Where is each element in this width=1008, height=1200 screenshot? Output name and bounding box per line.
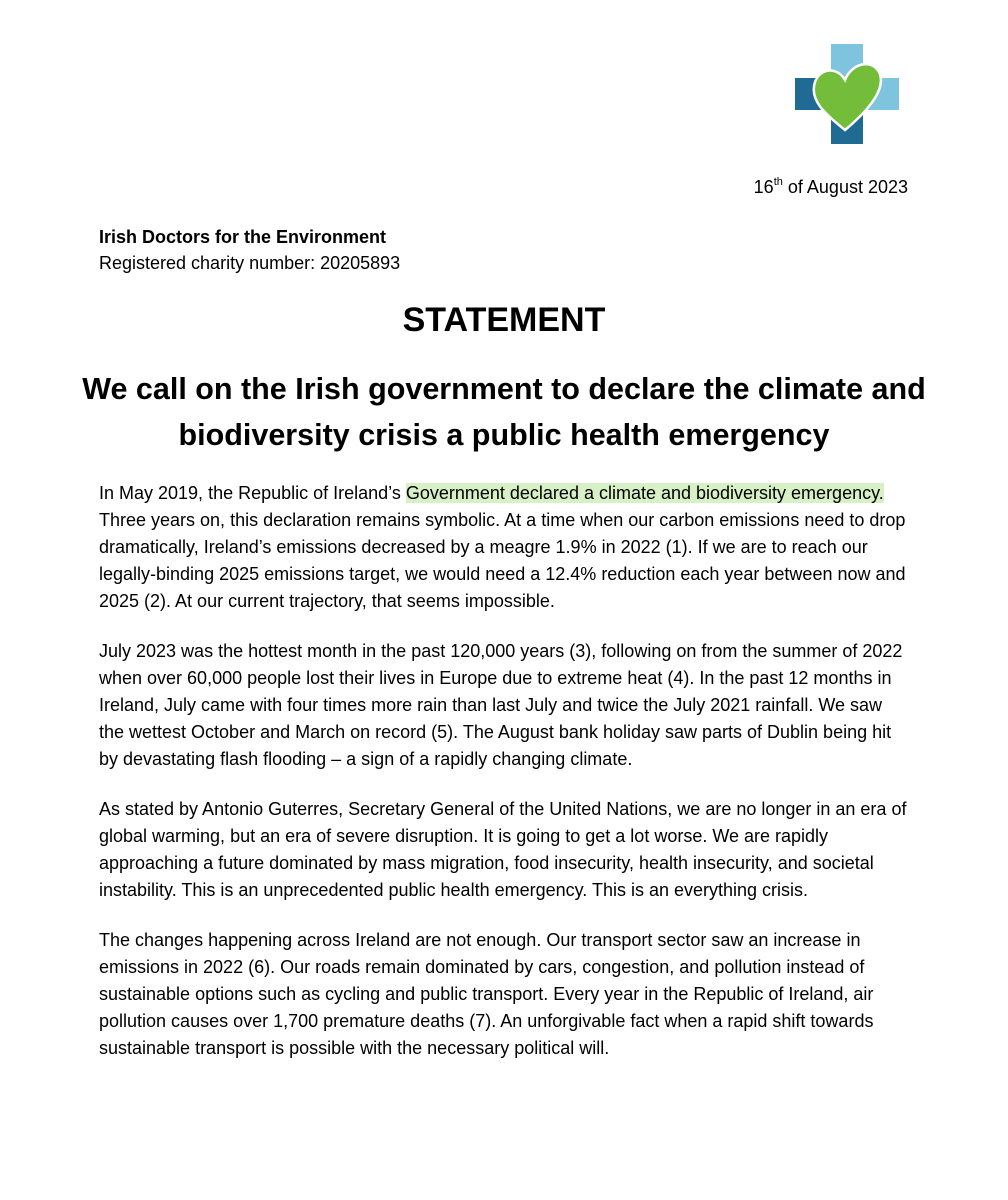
paragraph-2: July 2023 was the hottest month in the past 120,000 years (3), following on from the summer of 2022 when over 60,000 people lost their lives in Europe due to extreme heat (4). In the past 12 months in Ireland, July came with four times more rain than last July and twice the July 2021 rainfall. We saw the wettest October and March on record (5). The August bank holiday saw parts of Dublin being hit by devastating flash flooding – a sign of a rapidly changing climate. — [99, 641, 903, 769]
paragraph-1-rest: Three years on, this declaration remains symbolic. At a time when our carbon emissions need to drop dramatically, Ireland’s emissions decreased by a meagre 1.9% in 2022 (1). If we are to reach our legally-binding 2025 emissions target, we would need a 12.4% reduction each year between now and 2025 (2). At our current trajectory, that seems impossible. — [99, 510, 906, 611]
cross-heart-logo-icon — [795, 44, 899, 144]
paragraph-3: As stated by Antonio Guterres, Secretary General of the United Nations, we are no longer in an era of global warming, but an era of severe disruption. It is going to get a lot worse. We are rapidly approaching a future dominated by mass migration, food insecurity, health insecurity, and societal instability. This is an unprecedented public health emergency. This is an everything crisis. — [99, 799, 907, 900]
paragraph-4: The changes happening across Ireland are not enough. Our transport sector saw an increase in emissions in 2022 (6). Our roads remain dominated by cars, congestion, and pollution instead of sustainable options such as cycling and public transport. Every year in the Republic of Ireland, air pollution causes over 1,700 premature deaths (7). An unforgivable fact when a rapid shift towards sustainable transport is possible with the necessary political will. — [99, 930, 874, 1058]
charity-number: Registered charity number: 20205893 — [99, 253, 401, 273]
paragraph-1-intro: In May 2019, the Republic of Ireland’s — [99, 483, 406, 503]
organisation-block — [99, 224, 400, 276]
document-date — [754, 175, 908, 199]
date-day: 16 — [753, 177, 774, 197]
date-rest: of August 2023 — [782, 177, 908, 197]
statement-body — [99, 480, 911, 1085]
statement-title: STATEMENT — [402, 301, 606, 339]
organisation-name: Irish Doctors for the Environment — [99, 227, 387, 247]
statement-headline: We call on the Irish government to declare the climate and biodiversity crisis a public health emergency — [82, 372, 926, 452]
highlighted-link-text[interactable]: Government declared a climate and biodiversity emergency. — [405, 483, 884, 503]
date-suffix: th — [773, 176, 783, 188]
paragraph-1 — [99, 480, 911, 615]
